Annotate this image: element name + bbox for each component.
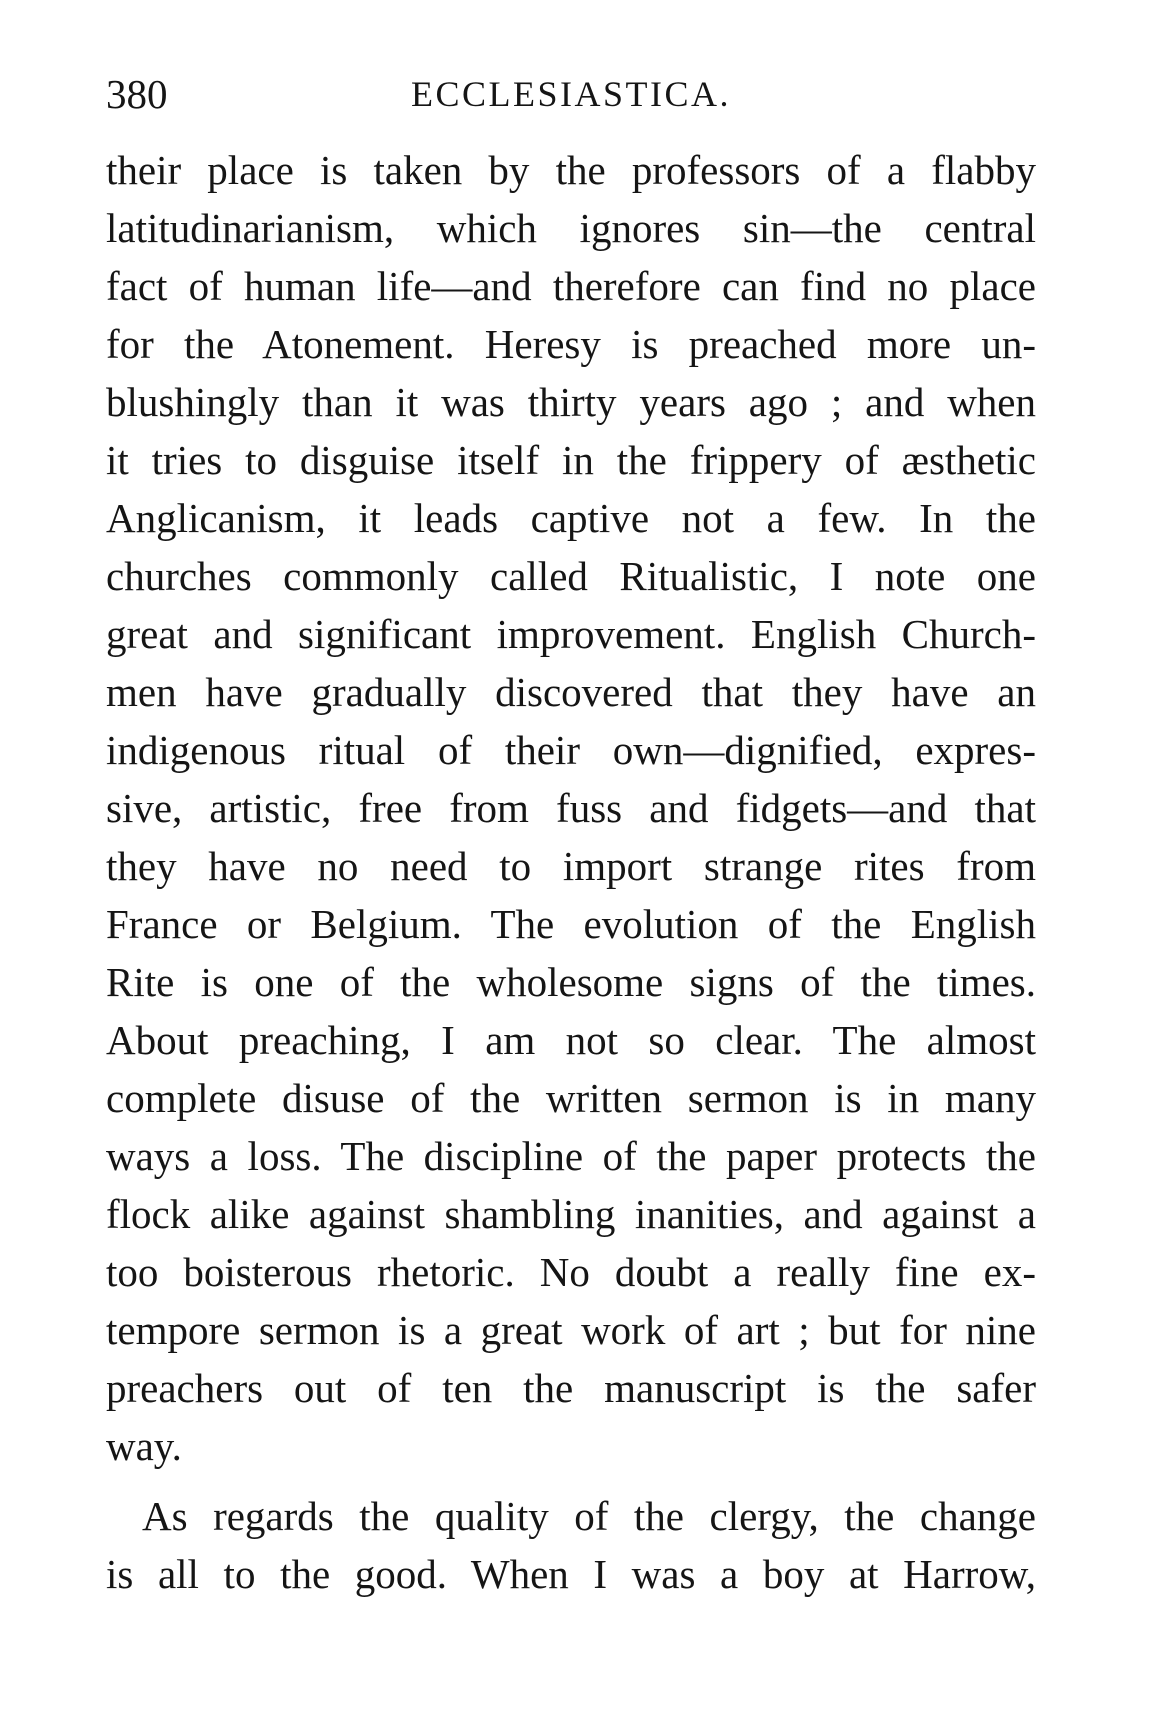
text-line: tempore sermon is a great work of art ; but for nine xyxy=(106,1307,1036,1353)
text-line: indigenous ritual of their own—dignified, expres- xyxy=(106,727,1036,773)
text-line: churches commonly called Ritualistic, I note one xyxy=(106,553,1036,599)
page-number: 380 xyxy=(106,71,168,117)
running-title: ECCLESIASTICA. xyxy=(410,74,731,114)
text-line: for the Atonement. Heresy is preached more un- xyxy=(106,321,1036,367)
text-line: blushingly than it was thirty years ago ; and when xyxy=(106,379,1036,425)
text-line: ways a loss. The discipline of the paper protects the xyxy=(106,1133,1036,1179)
text-line: it tries to disguise itself in the frippery of æsthetic xyxy=(106,437,1036,483)
text-line: is all to the good. When I was a boy at Harrow, xyxy=(106,1551,1036,1597)
text-line: great and significant improvement. English Church- xyxy=(106,611,1036,657)
text-line: fact of human life—and therefore can find no place xyxy=(106,263,1036,309)
paragraph-2 xyxy=(106,1487,1036,1603)
body-text xyxy=(106,141,1036,1603)
text-line: men have gradually discovered that they have an xyxy=(106,669,1036,715)
paragraph-gap xyxy=(106,1475,1036,1487)
text-line: flock alike against shambling inanities, and against a xyxy=(106,1191,1036,1237)
text-line: preachers out of ten the manuscript is the safer xyxy=(106,1365,1036,1411)
text-line: Rite is one of the wholesome signs of the times. xyxy=(106,959,1036,1005)
text-line: As regards the quality of the clergy, the change xyxy=(142,1493,1036,1539)
text-line: Anglicanism, it leads captive not a few. In the xyxy=(106,495,1036,541)
text-line: way. xyxy=(106,1423,182,1469)
text-line: they have no need to import strange rites from xyxy=(106,843,1036,889)
text-line: France or Belgium. The evolution of the English xyxy=(106,901,1036,947)
text-line: latitudinarianism, which ignores sin—the central xyxy=(106,205,1036,251)
text-line: their place is taken by the professors of a flabby xyxy=(106,147,1036,193)
text-line: too boisterous rhetoric. No doubt a really fine ex- xyxy=(106,1249,1036,1295)
text-line: complete disuse of the written sermon is in many xyxy=(106,1075,1036,1121)
paragraph-1 xyxy=(106,141,1036,1475)
text-line: About preaching, I am not so clear. The almost xyxy=(106,1017,1036,1063)
text-line: sive, artistic, free from fuss and fidgets—and that xyxy=(106,785,1036,831)
running-head xyxy=(106,64,1036,124)
